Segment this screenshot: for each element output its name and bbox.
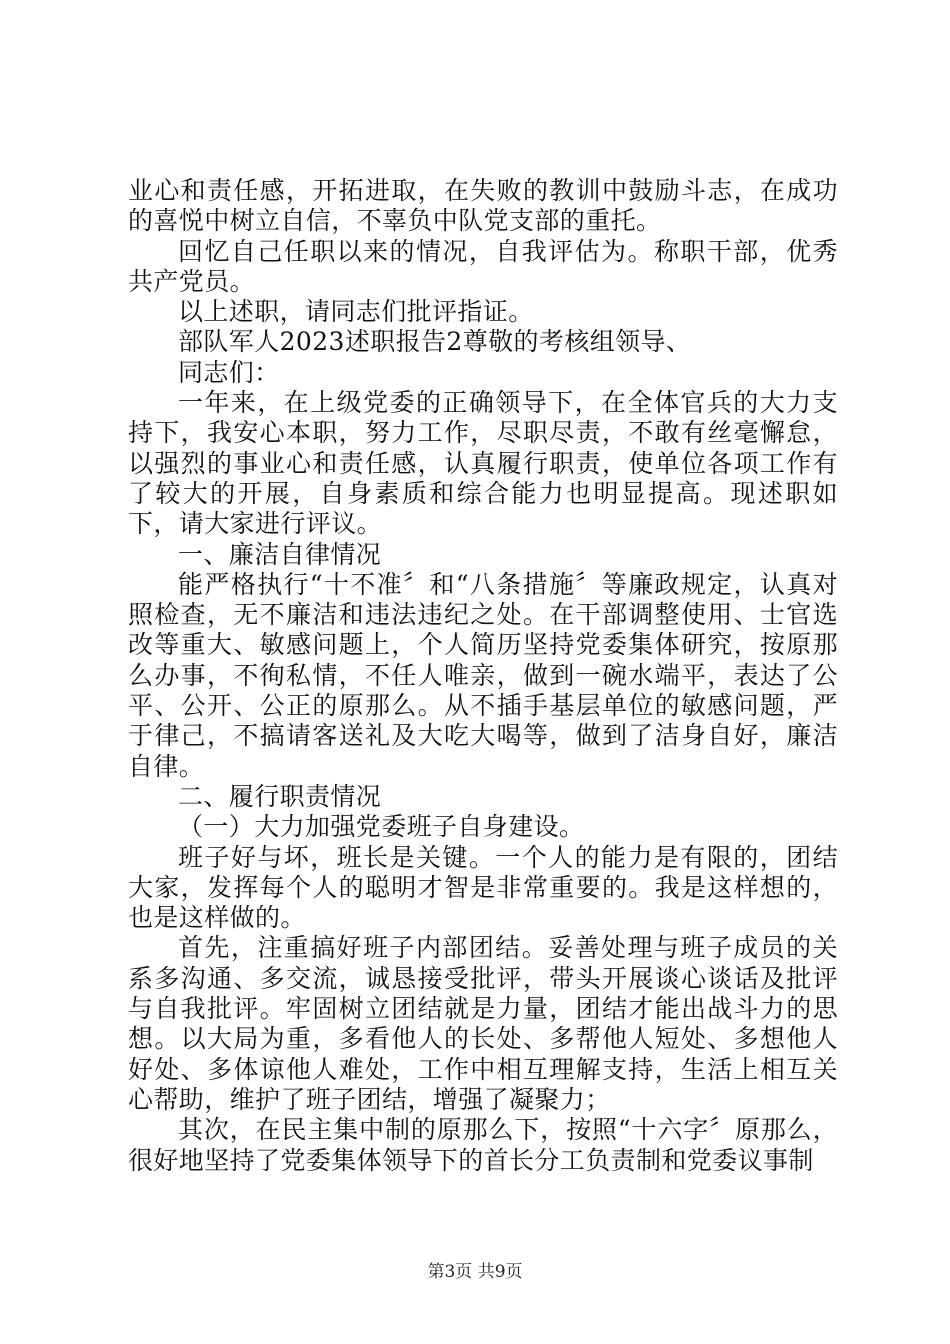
document-body [128,176,838,1176]
paragraph: 业心和责任感，开拓进取，在失败的教训中鼓励斗志，在成功的喜悦中树立自信，不辜负中队党支部的重托。 [128,176,838,236]
section-heading: 一、廉洁自律情况 [178,539,382,569]
subsection-heading: （一）大力加强党委班子自身建设。 [178,812,585,842]
paragraph: 班子好与坏，班长是关键。一个人的能力是有限的，团结大家，发挥每个人的聪明才智是非常重要的。我是这样想的，也是这样做的。 [128,842,838,933]
paragraph: 回忆自己任职以来的情况，自我评估为。称职干部，优秀共产党员。 [128,236,838,296]
paragraph: 同志们： [178,357,280,387]
page-footer: 第3页 共9页 [427,1262,523,1282]
paragraph: 以上述职，请同志们批评指证。 [178,297,534,327]
section-heading: 二、履行职责情况 [178,781,382,811]
paragraph: 部队军人2023述职报告2尊敬的考核组领导、 [178,327,692,357]
paragraph: 能严格执行“十不准〞和“八条措施〞等廉政规定，认真对照检查，无不廉洁和违法违纪之处。在干部调整使用、士官选改等重大、敏感问题上，个人简历坚持党委集体研究，按原那么办事，不徇私情，不任人唯亲，做到一碗水端平，表达了公平、公开、公正的原那么。从不插手基层单位的敏感问题，严于律己，不搞请客送礼及大吃大喝等，做到了洁身自好，廉洁自律。 [128,569,838,781]
paragraph: 一年来，在上级党委的正确领导下，在全体官兵的大力支持下，我安心本职，努力工作，尽职尽责，不敢有丝毫懈怠，以强烈的事业心和责任感，认真履行职责，使单位各项工作有了较大的开展，自身素质和综合能力也明显提高。现述职如下，请大家进行评议。 [128,388,838,539]
paragraph: 其次，在民主集中制的原那么下，按照“十六字〞原那么，很好地坚持了党委集体领导下的首长分工负责制和党委议事制 [128,1115,838,1175]
paragraph: 首先，注重搞好班子内部团结。妥善处理与班子成员的关系多沟通、多交流，诚恳接受批评，带头开展谈心谈话及批评与自我批评。牢固树立团结就是力量，团结才能出战斗力的思想。以大局为重，多看他人的长处、多帮他人短处、多想他人好处、多体谅他人难处，工作中相互理解支持，生活上相互关心帮助，维护了班子团结，增强了凝聚力； [128,933,838,1114]
